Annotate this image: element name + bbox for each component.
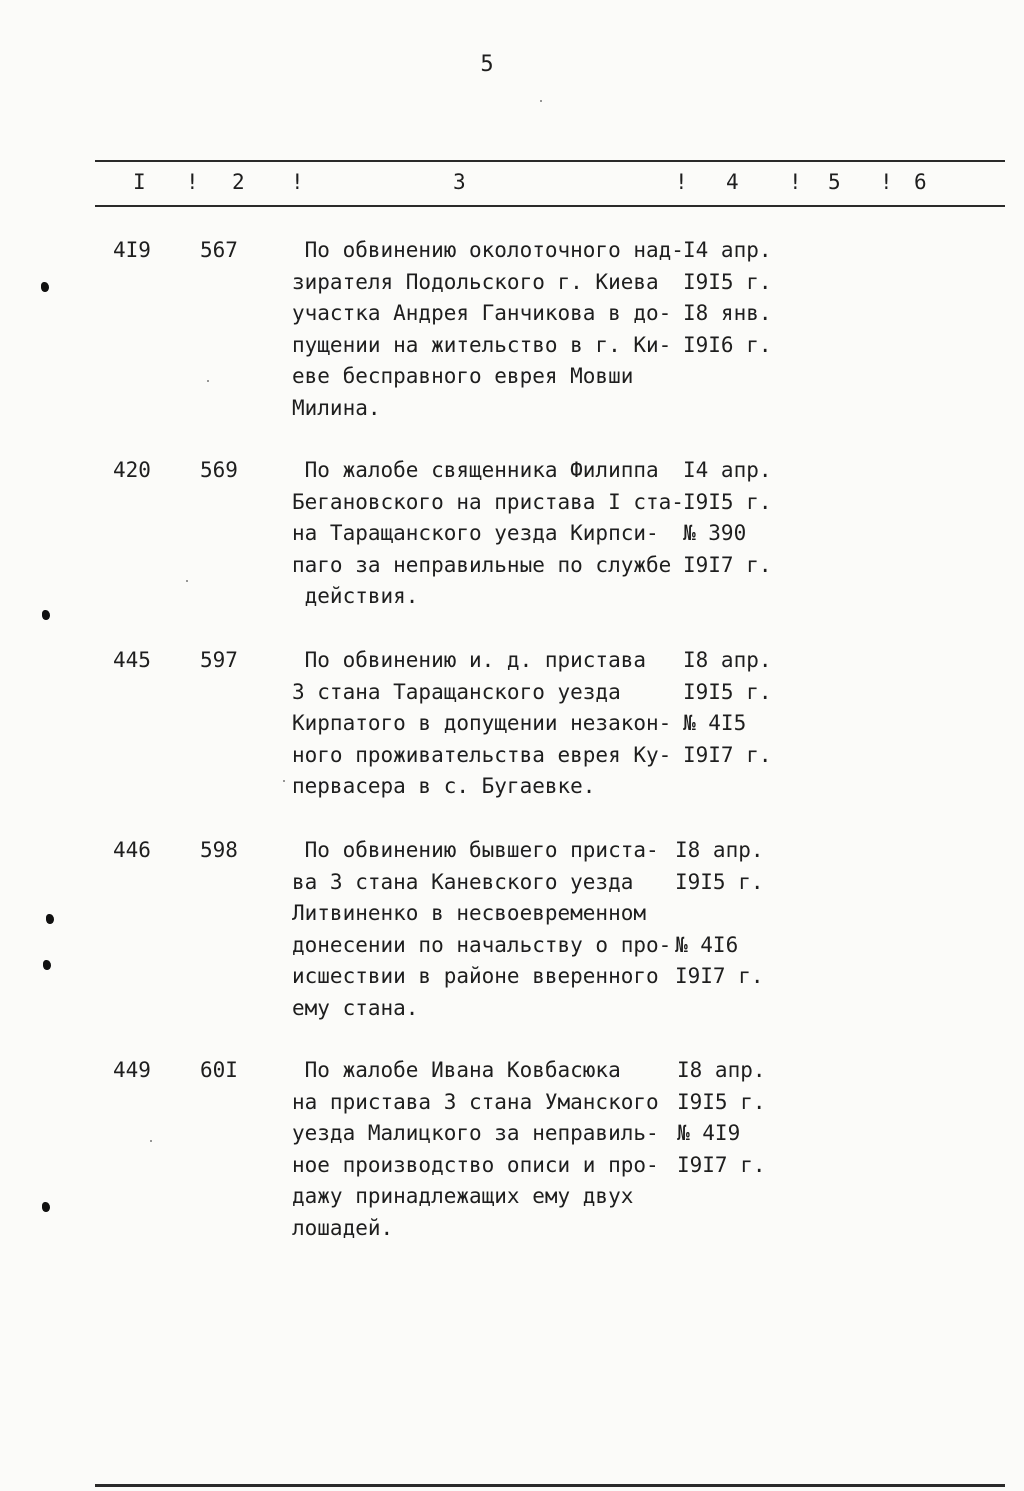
date-line: I9I6 г. [683, 332, 772, 357]
scan-speck [150, 1140, 152, 1142]
date-line: I9I5 г. [677, 1089, 766, 1114]
description-line: ему стана. [292, 995, 419, 1020]
date-line: I9I5 г. [683, 489, 772, 514]
date-line: I8 янв. [683, 301, 772, 325]
entry-number: 449 [113, 1058, 151, 1082]
date-line: I4 апр. [683, 238, 772, 262]
column-separator: ! [789, 170, 802, 194]
column-separator: ! [675, 170, 688, 194]
date-line: I8 апр. [683, 648, 772, 672]
date-line [675, 898, 785, 930]
description-line: первасера в с. Бугаевке. [292, 774, 596, 798]
column-separator: ! [880, 170, 893, 194]
description-line: дажу принадлежащих ему двух [292, 1184, 634, 1208]
description-line: По жалобе священника Филиппа [292, 458, 659, 482]
description-line: Милина. [292, 395, 381, 420]
description-line: По обвинению и. д. пристава [292, 648, 647, 672]
binding-mark [46, 914, 54, 924]
case-number: 597 [200, 648, 238, 672]
case-dates [675, 835, 785, 993]
entry-number: 445 [113, 648, 151, 672]
scan-speck [186, 580, 188, 582]
description-line: исшествии в районе вверенного [292, 964, 659, 988]
description-line: уезда Малицкого за неправиль- [292, 1121, 659, 1145]
description-line: Кирпатого в допущении незакон- [292, 711, 672, 735]
case-number: 569 [200, 458, 238, 482]
case-description [292, 1055, 682, 1244]
description-line: на пристава 3 стана Уманского [292, 1089, 659, 1114]
description-line: еве бесправного еврея Мовши [292, 364, 634, 388]
case-number: 60I [200, 1058, 238, 1082]
binding-mark [41, 282, 49, 292]
column-header-3: 3 [453, 170, 466, 194]
case-dates [683, 235, 793, 361]
column-header-6: 6 [914, 170, 927, 194]
description-line: По обвинению бывшего приста- [292, 838, 659, 862]
date-line: I9I7 г. [677, 1152, 766, 1177]
description-line: ное производство описи и про- [292, 1152, 659, 1177]
date-line: I8 апр. [675, 838, 764, 862]
description-line: По обвинению околоточного над- [292, 238, 684, 262]
scan-speck [540, 100, 542, 102]
case-number: 598 [200, 838, 238, 862]
date-line: I9I5 г. [683, 269, 772, 294]
column-separator: ! [186, 170, 199, 194]
case-description [292, 645, 682, 803]
description-line: действия. [292, 584, 419, 608]
table-header-rule [95, 205, 1005, 207]
date-line: № 390 [683, 521, 747, 545]
description-line: 3 стана Таращанского уезда [292, 679, 621, 704]
date-line: I9I5 г. [675, 869, 764, 894]
date-line: № 4I9 [677, 1121, 741, 1145]
description-line: Бегановского на пристава I ста- [292, 489, 684, 514]
description-line: Литвиненко в несвоевременном [292, 901, 647, 925]
date-line: I9I7 г. [683, 742, 772, 767]
binding-mark [42, 1202, 50, 1212]
binding-mark [42, 610, 50, 620]
table-bottom-rule [95, 1484, 1005, 1487]
scan-speck [283, 780, 285, 782]
case-dates [677, 1055, 787, 1181]
description-line: на Таращанского уезда Кирпси- [292, 521, 659, 545]
column-header-5: 5 [828, 170, 841, 194]
date-line: I9I5 г. [683, 679, 772, 704]
binding-mark [43, 960, 51, 970]
description-line: ного проживательства еврея Ку- [292, 742, 672, 767]
description-line: донесении по начальству о про- [292, 932, 672, 957]
description-line: участка Андрея Ганчикова в до- [292, 301, 672, 325]
entry-number: 446 [113, 838, 151, 862]
column-header-2: 2 [232, 170, 245, 194]
description-line: По жалобе Ивана Ковбасюка [292, 1058, 621, 1082]
date-line: I4 апр. [683, 458, 772, 482]
column-header-4: 4 [726, 170, 739, 194]
table-top-rule [95, 160, 1005, 162]
description-line: лошадей. [292, 1215, 394, 1240]
case-description [292, 455, 682, 613]
entry-number: 4I9 [113, 238, 151, 262]
description-line: ва 3 стана Каневского уезда [292, 869, 634, 894]
date-line: № 4I5 [683, 711, 747, 735]
page-number: 5 [480, 52, 494, 77]
case-number: 567 [200, 238, 238, 262]
entry-number: 420 [113, 458, 151, 482]
date-line: № 4I6 [675, 932, 739, 957]
scan-speck [207, 380, 209, 382]
description-line: зирателя Подольского г. Киева [292, 269, 659, 294]
case-description [292, 835, 682, 1024]
date-line: I9I7 г. [675, 964, 764, 988]
date-line: I8 апр. [677, 1058, 766, 1082]
date-line: I9I7 г. [683, 552, 772, 577]
description-line: пущении на жительство в г. Ки- [292, 332, 672, 357]
case-dates [683, 645, 793, 771]
case-dates [683, 455, 793, 581]
description-line: паго за неправильные по службе [292, 552, 672, 577]
column-header-1: I [133, 170, 146, 194]
case-description [292, 235, 682, 424]
column-separator: ! [291, 170, 304, 194]
